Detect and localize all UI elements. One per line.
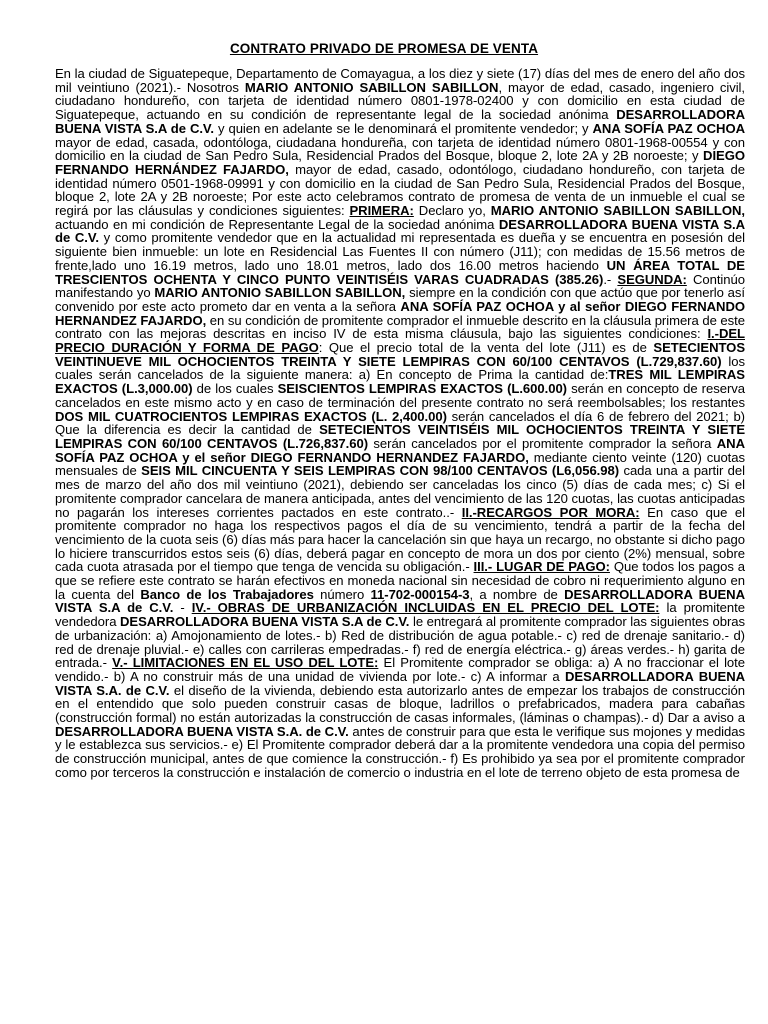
clause-heading: V.- LIMITACIONES EN EL USO DEL LOTE: (112, 655, 379, 671)
bold-term: DIEGO FERNANDO HERNÁNDEZ FAJARDO, (55, 148, 745, 177)
text-run: Que todos los pagos a que se refiere este contrato se harán efectivos en moneda nacional sin necesidad de cobro ni requerimiento alguno en la cuenta del (55, 559, 745, 602)
text-run: serán cancelados el día 6 de febrero del 2021; b) Que la diferencia es decir la cantidad de (55, 408, 745, 438)
text-run: En caso que el promitente comprador no haga los respectivos pagos el día de su vencimiento, tendrá a partir de la fecha del vencimiento de la cuota seis (6) días más para hacer la cancelación sin que haya un recargo, no obstante si dicho pago lo hiciere transcurridos estos seis (6) días, deberá pagar en concepto de mora un dos por ciento (2%) mensual, sobre cada cuota atrasada por el tiempo que tenga de vencida su obligación.- (55, 504, 746, 575)
text-run: .- (603, 271, 618, 287)
bold-term: SETECIENTOS VEINTISÉIS MIL OCHOCIENTOS TREINTA Y SIETE LEMPIRAS CON 60/100 CENTAVOS (L.726,837.60) (55, 422, 746, 451)
clause-heading: II.-RECARGOS POR MORA: (461, 504, 640, 520)
bold-term: TRES MIL LEMPIRAS EXACTOS (L.3,000.00) (55, 367, 745, 397)
text-run: le entregará al promitente comprador las siguientes obras de urbanización: a) Amojonamiento de lotes.- b) Red de distribución de agua potable.- c) red de drenaje sanitario.- d) red de drenaje pluvial.- e) calles con carrileras empedradas.- f) red de energía eléctrica.- g) áreas verdes.- h) garita de entrada.- (55, 614, 745, 671)
bold-term: DESARROLLADORA BUENA VISTA S.A de C.V. (55, 586, 745, 616)
contract-body (55, 67, 745, 780)
document-title: CONTRATO PRIVADO DE PROMESA DE VENTA (229, 41, 539, 56)
text-run: la promitente vendedora (55, 600, 745, 630)
bold-term: DESARROLLADORA BUENA VISTA S.A de C.V. (55, 107, 745, 136)
text-run: , mayor de edad, casado, ingeniero civil, ciudadano hondureño, con tarjeta de identidad número 0801-1978-02400 y con domicilio en esta ciudad de Siguatepeque, actuando en su condición de representante legal de la sociedad anónima (55, 79, 745, 123)
text-run: : Que el precio total de la venta del lote (J11) es de (318, 340, 654, 356)
text-run: mediante ciento veinte (120) cuotas mensuales de (55, 449, 745, 479)
clause-heading: PRIMERA: (349, 203, 414, 219)
bold-term: UN ÁREA TOTAL DE TRESCIENTOS OCHENTA Y CINCO PUNTO VEINTISÉIS VARAS CUADRADAS (385.26) (55, 257, 745, 287)
text-run: serán cancelados por el promitente comprador la señora (368, 435, 717, 451)
text-run: Declaro yo, (413, 203, 491, 219)
text-run: Continúo manifestando yo (55, 271, 745, 301)
text-run: el diseño de la vivienda, debiendo esta autorizarlo antes de empezar los trabajos de construcción en el entendido que solo pueden construir casas de bloque, ladrillos o prefabricados, madera para cabañas (construcción formal) no están autorizadas la construcción de casas informales, (láminas o champas).- d) Dar a aviso a (55, 682, 746, 726)
text-run: En la ciudad de Siguatepeque, Departamento de Comayagua, a los diez y siete (17) días del mes de enero del año dos mil veintiuno (2021).- Nosotros (55, 66, 745, 95)
bold-term: DESARROLLADORA BUENA VISTA S.A de C.V. (55, 216, 745, 246)
text-run: actuando en mi condición de Representante Legal de la sociedad anónima (55, 216, 499, 232)
text-run: cada una a partir del mes de marzo del año dos mil veintiuno (2021), debiendo ser canceladas los cinco (5) días de cada mes; c) Si el promitente comprador cancelara de manera anticipada, antes del vencimiento de las 120 cuotas, las cuotas anticipadas no pagarán los intereses corrientes pactados en este contrato..- (55, 463, 746, 520)
bold-term: ANA SOFÍA PAZ OCHOA y al señor DIEGO FERNANDO HERNANDEZ FAJARDO, (55, 298, 745, 328)
bold-term: DESARROLLADORA BUENA VISTA S.A. de C.V. (55, 668, 745, 698)
text-run: , a nombre de (469, 586, 565, 602)
text-run: en su condición de promitente comprador el inmueble descrito en la cláusula primera de este contrato con las mejoras descritas en inciso IV de esta misma cláusula, bajo las siguientes condiciones: (55, 312, 745, 342)
text-run: y como promitente vendedor que en la actualidad mi representada es dueña y se encuentra en posesión del siguiente bien inmueble: un lote en Residencial Las Fuentes II con número (J11); con medidas de 15.56 metros de frente,lado uno 16.19 metros, lado uno 18.01 metros, lado dos 16.00 metros haciendo (55, 230, 745, 273)
text-run: serán en concepto de reserva cancelados en este mismo acto y en caso de terminación del presente contrato no será reembolsables; los restantes (55, 381, 745, 410)
bold-term: ANA SOFÍA PAZ OCHOA (592, 120, 745, 136)
bold-term: SETECIENTOS VEINTINUEVE MIL OCHOCIENTOS TREINTA Y SIETE LEMPIRAS CON 60/100 CENTAVOS (L.729,837.60) (55, 340, 746, 369)
bold-term: DOS MIL CUATROCIENTOS LEMPIRAS EXACTOS (L. 2,400.00) (55, 408, 447, 424)
text-run: El Promitente comprador se obliga: a) A no fraccionar el lote vendido.- b) A no construir más de una unidad de vivienda por lote.- c) A informar a (55, 655, 745, 684)
text-run: de los cuales (192, 381, 278, 397)
bold-term: DESARROLLADORA BUENA VISTA S.A. de C.V. (55, 723, 349, 739)
text-run: mayor de edad, casado, odontólogo, ciudadano hondureño, con tarjeta de identidad número 0501-1968-09991 y con domicilio en la ciudad de San Pedro Sula, Residencial Prados del Bosque, bloque 2, lote 2A y 2B noroeste; Por este acto celebramos contrato de promesa de venta de un inmueble el cual se regirá por las cláusulas y condiciones siguientes: (55, 161, 745, 219)
text-run: siempre en la condición con que actúo que por tenerlo así convenido por este acto prometo dar en venta a la señora (55, 285, 745, 314)
bold-term: MARIO ANTONIO SABILLON SABILLON (244, 79, 499, 95)
bold-term: SEISCIENTOS LEMPIRAS EXACTOS (L.600.00) (277, 381, 567, 397)
bold-term: MARIO ANTONIO SABILLON SABILLON, (154, 285, 406, 301)
text-run: antes de construir para que esta le verifique sus mojones y medidas y le establezca sus servicios.- e) El Promitente comprador deberá dar a la promitente vendedora una copia del permiso de construcción municipal, antes de que comience la construcción.- f) Es prohibido ya sea por el promitente comprador como por terceros la construcción e instalación de comercio o industria en el lote de terreno objeto de esta promesa de (55, 723, 745, 780)
bold-term: DESARROLLADORA BUENA VISTA S.A de C.V. (120, 614, 410, 630)
clause-heading: IV.- OBRAS DE URBANIZACIÓN INCLUIDAS EN EL PRECIO DEL LOTE: (191, 600, 660, 616)
bold-term: ANA SOFÍA PAZ OCHOA y el señor DIEGO FERNANDO HERNANDEZ FAJARDO, (55, 435, 745, 465)
clause-heading: SEGUNDA: (617, 271, 687, 287)
text-run: y quien en adelante se le denominará el promitente vendedor; y (214, 120, 593, 136)
text-run: - (173, 600, 192, 616)
clause-heading: I.-DEL PRECIO DURACIÓN Y FORMA DE PAGO (55, 326, 745, 356)
bold-term: MARIO ANTONIO SABILLON SABILLON, (490, 203, 745, 219)
text-run: los cuales serán cancelados de la siguiente manera: a) En concepto de Prima la cantidad de: (55, 353, 745, 383)
bold-term: SEIS MIL CINCUENTA Y SEIS LEMPIRAS CON 98/100 CENTAVOS (L6,056.98) (141, 463, 620, 479)
clause-heading: III.- LUGAR DE PAGO: (473, 559, 610, 575)
bold-term: 11-702-000154-3 (370, 586, 470, 602)
text-run: número (313, 586, 371, 602)
text-run: mayor de edad, casada, odontóloga, ciudadana hondureña, con tarjeta de identidad número 0801-1968-00554 y con domicilio en la ciudad de San Pedro Sula, Residencial Prados del Bosque, bloque 2, lote 2A y 2B noroeste; y (55, 134, 745, 164)
bold-term: Banco de los Trabajadores (140, 586, 314, 602)
